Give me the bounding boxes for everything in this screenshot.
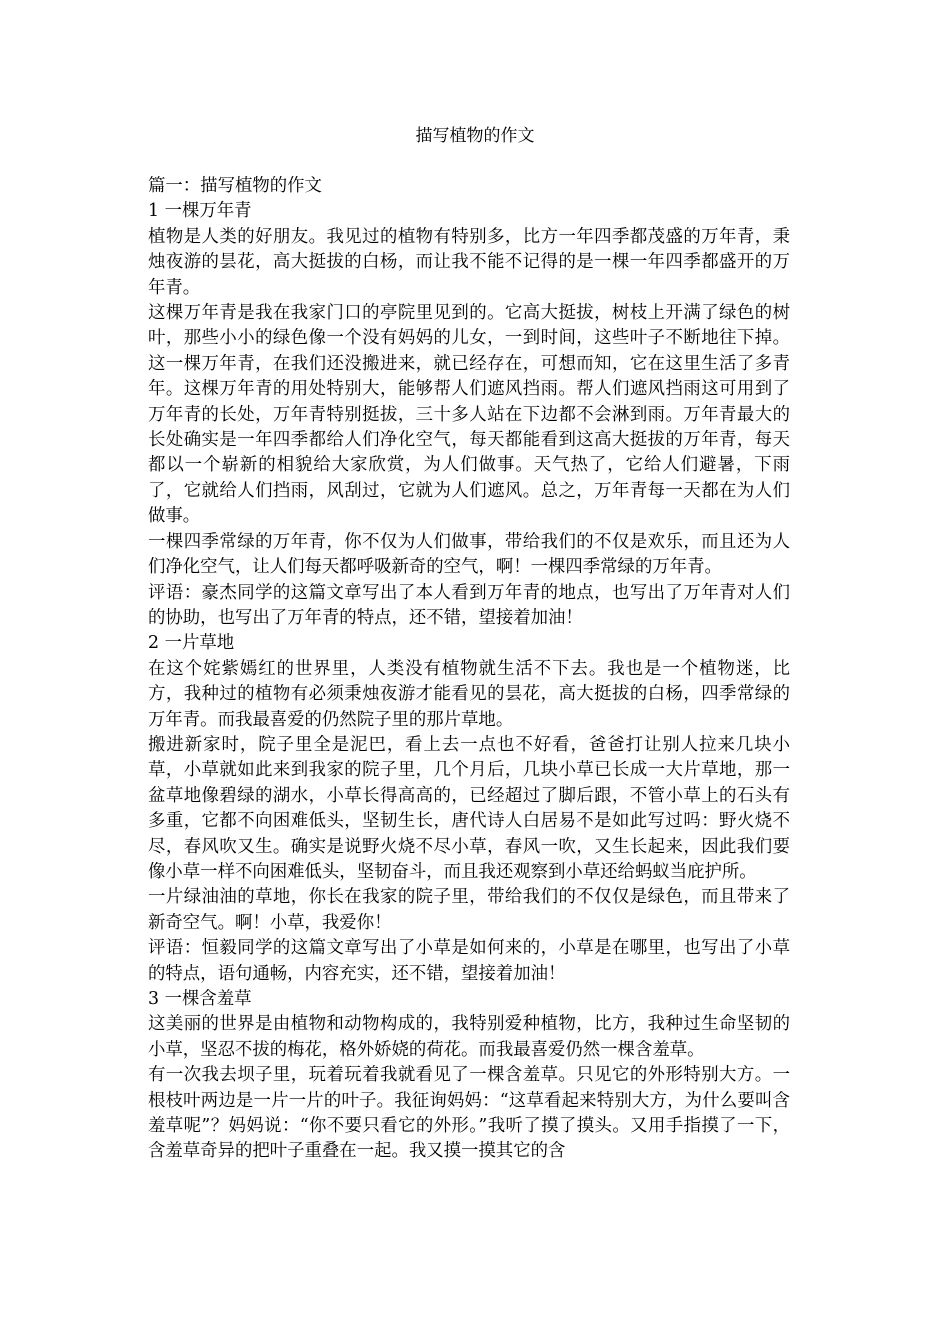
comment-paragraph: 评语：恒毅同学的这篇文章写出了小草是如何来的，小草是在哪里，也写出了小草的特点，语句通畅，内容充实，还不错，望接着加油！	[148, 938, 790, 984]
subsection-heading: 1 一棵万年青	[148, 201, 252, 222]
document-body	[148, 174, 790, 1165]
paragraph: 这美丽的世界是由植物和动物构成的，我特别爱种植物，比方，我种过生命坚韧的小草，坚忍不拔的梅花，格外娇娆的荷花。而我最喜爱仍然一棵含羞草。	[148, 1014, 790, 1060]
subsection-heading: 2 一片草地	[148, 633, 235, 654]
comment-paragraph: 评语：豪杰同学的这篇文章写出了本人看到万年青的地点，也写出了万年青对人们的协助，也写出了万年青的特点，还不错，望接着加油！	[148, 582, 790, 628]
paragraph: 搬进新家时，院子里全是泥巴，看上去一点也不好看，爸爸打让别人拉来几块小草，小草就如此来到我家的院子里，几个月后，几块小草已长成一大片草地，那一盆草地像碧绿的湖水，小草长得高高的，已经超过了脚后跟，不管小草上的石头有多重，它都不向困难低头，坚韧生长，唐代诗人白居易不是如此写过吗：野火烧不尽，春风吹又生。确实是说野火烧不尽小草，春风一吹，又生长起来，因此我们要像小草一样不向困难低头，坚韧奋斗，而且我还观察到小草还给蚂蚁当庇护所。	[148, 734, 790, 882]
paragraph: 一棵四季常绿的万年青，你不仅为人们做事，带给我们的不仅是欢乐，而且还为人们净化空气，让人们每天都呼吸新奇的空气，啊！一棵四季常绿的万年青。	[148, 531, 790, 578]
paragraph: 在这个姹紫嫣红的世界里，人类没有植物就生活不下去。我也是一个植物迷，比方，我种过的植物有必须秉烛夜游才能看见的昙花，高大挺拔的白杨，四季常绿的万年青。而我最喜爱的仍然院子里的那片草地。	[148, 658, 790, 730]
paragraph: 有一次我去坝子里，玩着玩着我就看见了一棵含羞草。只见它的外形特别大方。一根枝叶两边是一片一片的叶子。我征询妈妈：“这草看起来特别大方，为什么要叫含羞草呢”？妈妈说：“你不要只看它的外形。”我听了摸了摸头。又用手指摸了一下，含羞草奇异的把叶子重叠在一起。我又摸一摸其它的含	[148, 1065, 790, 1162]
paragraph: 一片绿油油的草地，你长在我家的院子里，带给我们的不仅仅是绿色，而且带来了新奇空气。啊！小草，我爱你！	[148, 887, 790, 933]
document-title: 描写植物的作文	[415, 126, 535, 146]
section-heading: 篇一：描写植物的作文	[148, 176, 322, 196]
subsection-heading: 3 一棵含羞草	[148, 989, 252, 1009]
paragraph: 植物是人类的好朋友。我见过的植物有特别多，比方一年四季都茂盛的万年青，秉烛夜游的昙花，高大挺拔的白杨，而让我不能不记得的是一棵一年四季都盛开的万年青。	[148, 226, 790, 298]
paragraph: 这棵万年青是我在我家门口的亭院里见到的。它高大挺拔，树枝上开满了绿色的树叶，那些小小的绿色像一个没有妈妈的儿女，一到时间，这些叶子不断地往下掉。这一棵万年青，在我们还没搬进来，就已经存在，可想而知，它在这里生活了多青年。这棵万年青的用处特别大，能够帮人们遮风挡雨。帮人们遮风挡雨这可用到了万年青的长处，万年青特别挺拔，三十多人站在下边都不会淋到雨。万年青最大的长处确实是一年四季都给人们净化空气，每天都能看到这高大挺拔的万年青，每天都以一个崭新的相貌给大家欣赏，为人们做事。天气热了，它给人们避暑，下雨了，它就给人们挡雨，风刮过，它就为人们遮风。总之，万年青每一天都在为人们做事。	[148, 303, 790, 527]
